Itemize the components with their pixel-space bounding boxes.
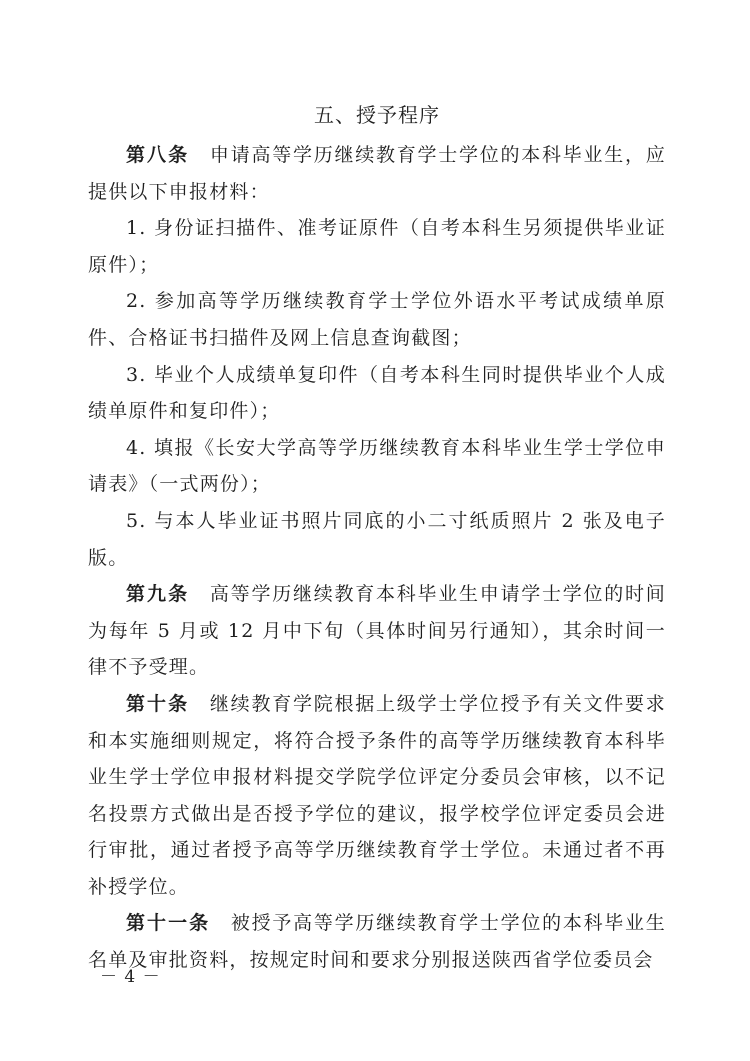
page-content xyxy=(88,95,666,979)
article-11-label: 第十一条 xyxy=(126,912,211,935)
article-8-text: 申请高等学历继续教育学士学位的本科毕业生，应提供以下申报材料： xyxy=(88,144,666,203)
article-9-text: 高等学历继续教育本科毕业生申请学士学位的时间为每年 5 月或 12 月中下旬（具体时间另行通知），其余时间一律不予受理。 xyxy=(88,583,666,679)
article-8-label: 第八条 xyxy=(126,144,190,166)
article-8 xyxy=(88,137,666,210)
article-8-item-5: 5. 与本人毕业证书照片同底的小二寸纸质照片 2 张及电子版。 xyxy=(88,509,666,569)
article-11 xyxy=(88,905,666,978)
article-10-text: 继续教育学院根据上级学士学位授予有关文件要求和本实施细则规定，将符合授予条件的高等学历继续教育本科毕业生学士学位申报材料提交学院学位评定分委员会审核，以不记名投票方式做出是否授予学位的建议，报学校学位评定委员会进行审批，通过者授予高等学历继续教育学士学位。未通过者不再补授学位。 xyxy=(88,692,666,898)
article-10-label: 第十条 xyxy=(126,692,190,715)
article-8-item-3: 3. 毕业个人成绩单复印件（自考本科生同时提供毕业个人成绩单原件和复印件）； xyxy=(88,363,666,423)
article-8-item-2: 2. 参加高等学历继续教育学士学位外语水平考试成绩单原件、合格证书扫描件及网上信息查询截图； xyxy=(88,290,666,349)
article-11-text: 被授予高等学历继续教育学士学位的本科毕业生名单及审批资料，按规定时间和要求分别报送陕西省学位委员会 xyxy=(88,912,666,972)
article-10 xyxy=(88,686,666,906)
article-8-item-4: 4. 填报《长安大学高等学历继续教育本科毕业生学士学位申请表》（一式两份）； xyxy=(88,436,666,496)
article-9 xyxy=(88,576,666,686)
page-number: － 4 － xyxy=(100,967,161,987)
section-title: 五、授予程序 xyxy=(314,103,440,127)
article-8-item-1: 1. 身份证扫描件、准考证原件（自考本科生另须提供毕业证原件）； xyxy=(88,217,666,276)
article-9-label: 第九条 xyxy=(126,583,190,606)
